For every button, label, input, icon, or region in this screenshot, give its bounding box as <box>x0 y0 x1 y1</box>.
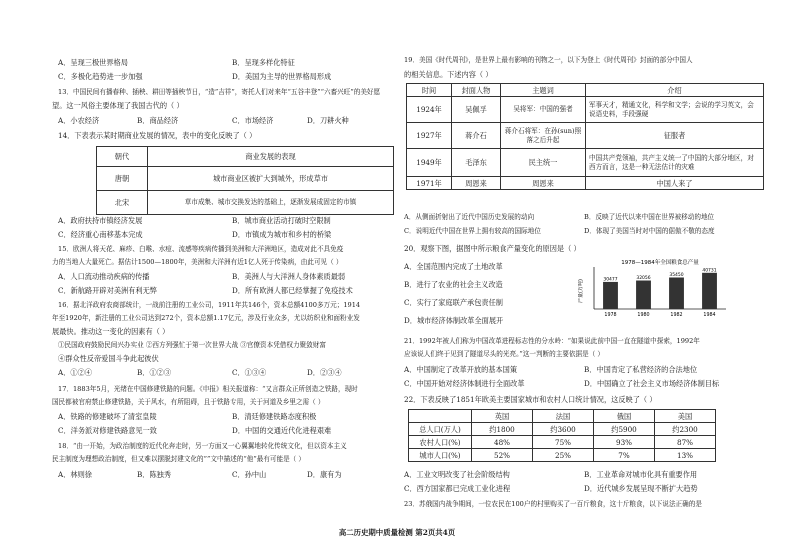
q14-table <box>96 146 394 215</box>
q22-cell: 总人口(万人) <box>409 423 472 436</box>
q22-cell: 93% <box>594 436 655 449</box>
chart-x-tick: 1984 <box>703 313 716 318</box>
q13-opt-c: C．市场经济 <box>232 116 274 125</box>
q22-opt-b: B．工业革命对城市化具有重要作用 <box>584 470 698 479</box>
q22-cell: 48% <box>472 436 533 449</box>
q16-opt-c: C．①③④ <box>232 368 267 377</box>
q19-cell: 军事天才，精通文化，科学和文学；会说的学习英文，会说语史料，手段强硬 <box>586 97 764 123</box>
q14-row-commerce: 城市商业区被扩大到城外，形成草市 <box>148 167 394 191</box>
q19-cell: 毛泽东 <box>452 149 501 177</box>
chart-data-label: 32056 <box>636 276 651 282</box>
q14-opt-a: A．政府扶持市镇经济发展 <box>58 216 143 225</box>
chart-x-tick: 1982 <box>670 313 683 318</box>
q21-opt-d: D．中国确立了社会主义市场经济体制目标 <box>584 379 720 388</box>
q18-opt-b: B．陈独秀 <box>137 470 172 479</box>
q18-line2: 民主制度为理想政治制度，但又难以摆脱封建文化的””文中描述的“他”最有可能是（ ） <box>52 455 305 463</box>
q21-line1: 21．1992年被人们称为中国改革进程标志性的分水岭：“如果说此前中国一直在隧道中探索，1992年 <box>404 337 700 345</box>
q19-cell: 中国共产党领袖，共产主义统一了中国的大部分地区，对西方而言，这是一种无法估计的灾难 <box>586 149 764 177</box>
q19-header: 主题词 <box>501 84 586 97</box>
q22-header: 法国 <box>533 410 594 423</box>
q22-cell: 约2300 <box>655 423 716 436</box>
q21-opt-c: C．中国开始对经济体制进行全面改革 <box>404 379 525 388</box>
q22-cell: 约3600 <box>533 423 594 436</box>
chart-data-label: 30477 <box>603 277 618 283</box>
q22-header: 美国 <box>655 410 716 423</box>
q20-opt-d: D．城市经济体制改革全面展开 <box>404 316 504 325</box>
q19-opt-b: B．反映了近代以来中国在世界被移动的地位 <box>584 213 715 221</box>
q17-line2: 国民都被官府禁止修建铁路，关于风水，有所阻碍，且于铁路专用，关于河道及乡里之需（ ） <box>52 398 325 406</box>
q19-cell: 民主统一 <box>501 149 586 177</box>
chart-bar <box>603 282 618 309</box>
q19-opt-c: C．说明近代中国在世界上拥有较高的国际地位 <box>404 227 541 235</box>
q22-stem: 22．下表反映了1851年欧美主要国家城市和农村人口统计情况，这反映了（ ） <box>404 395 657 404</box>
q22-cell: 52% <box>472 449 533 462</box>
q12-opt-a: A．呈现三极世界格局 <box>58 58 128 67</box>
q22-cell: 87% <box>655 436 716 449</box>
q16-opt-a: A．①②④ <box>58 368 92 377</box>
q16-line2: 年至1920年，新注册的工业公司达到272个，资本总额1.17亿元，涉及行业众多，尤以纺织业和面粉业发 <box>52 314 360 322</box>
chart-title: 1978—1984年全国粮食总产量 <box>621 260 699 266</box>
q15-line1: 15．欧洲人将天花、麻疹、白喉、水痘、流感等疾病传播到美洲和大洋洲地区，造成对此不具免疫 <box>58 245 344 253</box>
q13-opt-d: D．刀耕火种 <box>307 116 349 125</box>
q21-opt-a: A．中国制定了改革开放的基本国策 <box>404 365 518 374</box>
q22-opt-c: C．西方国家都已完成工业化进程 <box>404 484 511 493</box>
q19-line2: 的相关信息。下述内容（ ） <box>404 70 493 79</box>
chart-bar <box>702 273 717 309</box>
q22-cell: 约5900 <box>594 423 655 436</box>
q19-cell: 蒋介石将军：在孙(sun)照落之后升起 <box>501 123 586 149</box>
q19-cell: 中国人来了 <box>586 177 764 190</box>
q17-opt-c: C．洋务派对修建铁路意见一致 <box>58 426 157 435</box>
q19-cell: 1927年 <box>407 123 452 149</box>
q22-header <box>409 410 472 423</box>
q19-header: 介绍 <box>586 84 764 97</box>
q19-cell: 征服者 <box>586 123 764 149</box>
q21-opt-b: B．中国肯定了私营经济的合法地位 <box>584 365 698 374</box>
q19-cell: 蒋介石 <box>452 123 501 149</box>
q19-opt-d: D．体现了美国当时对中国的倨傲不敬的态度 <box>584 227 715 235</box>
chart-data-label: 40731 <box>702 268 717 274</box>
q22-cell: 农村人口(%) <box>409 436 472 449</box>
q19-header: 时间 <box>407 84 452 97</box>
q13-opt-b: B．商品经济 <box>137 116 179 125</box>
q22-cell: 25% <box>533 449 594 462</box>
chart-x-tick: 1978 <box>604 313 617 318</box>
q19-header: 封面人物 <box>452 84 501 97</box>
q22-cell: 13% <box>655 449 716 462</box>
q22-cell: 75% <box>533 436 594 449</box>
q19-cell: 1949年 <box>407 149 452 177</box>
q19-cell: 1924年 <box>407 97 452 123</box>
q19-cell: 吴将军：中国的强者 <box>501 97 586 123</box>
q13-opt-a: A．小农经济 <box>58 116 100 125</box>
q18-opt-a: A．林则徐 <box>58 470 92 479</box>
q19-opt-a: A．从侧面折射出了近代中国历史发展的动向 <box>404 213 535 221</box>
q14-header-dynasty: 朝代 <box>97 147 148 167</box>
q22-header: 英国 <box>472 410 533 423</box>
q15-opt-a: A．人口流动推动疾病的传播 <box>58 272 150 281</box>
q14-row-dynasty: 北宋 <box>97 191 148 215</box>
q16-opt-d: D．②③④ <box>307 368 342 377</box>
q16-line3: 展最快。推动这一变化的因素有（ ） <box>52 327 170 336</box>
q17-opt-b: B．清廷修建铁路态度积极 <box>232 412 317 421</box>
q16-items: ①民国政府鼓励民间兴办实业 ②西方列强忙于第一次世界大战 ③官僚资本凭借权力聚敛财富 <box>58 341 326 349</box>
q16-line1: 16．据北洋政府农商部统计，一战前注册的工业公司，1911年共146个，资本总额4100多万元；1914 <box>58 301 361 309</box>
q14-row-dynasty: 唐朝 <box>97 167 148 191</box>
q19-cell: 周恩来 <box>452 177 501 190</box>
chart-ylabel: 产量(万吨) <box>578 279 584 303</box>
q12-opt-c: C．多极化趋势进一步加强 <box>58 72 143 81</box>
q18-opt-c: C．孙中山 <box>232 470 267 479</box>
q19-cell: 吴佩孚 <box>452 97 501 123</box>
q14-opt-c: C．经济重心南移基本完成 <box>58 230 143 239</box>
q16-item4: ④群众性反帝爱国斗争此起彼伏 <box>58 354 159 363</box>
q19-line1: 19．美国《时代周刊》，是世界上最有影响的刊物之一，以下为登上《时代周刊》封面的部分中国人 <box>404 56 693 64</box>
q21-line2: 应该说人们终于见到了隧道尽头的光亮。”这一判断的主要依据是（ ） <box>404 350 604 358</box>
q20-opt-a: A．全国范围内完成了土地改革 <box>404 262 503 271</box>
page-footer: 高二历史期中质量检测 第2页共4页 <box>338 528 456 537</box>
q15-opt-b: B．美洲人与大洋洲人身体素质最弱 <box>232 272 346 281</box>
q14-stem: 14．下表表示某时期商业发展的情况，表中的变化反映了（ ） <box>58 131 257 140</box>
q20-stem: 20．观察下图，据图中所示粮食产量变化的原因是（ ） <box>404 244 581 253</box>
q20-opt-b: B．进行了农业的社会主义改造 <box>404 280 503 289</box>
q22-table <box>408 409 716 462</box>
q22-header: 俄国 <box>594 410 655 423</box>
q14-opt-b: B．城市商业活动打破时空限制 <box>232 216 331 225</box>
q12-opt-b: B．呈现多样化特征 <box>232 58 295 67</box>
q17-opt-d: D．中国的交通近代化进程艰难 <box>232 426 332 435</box>
chart-bar <box>669 277 684 309</box>
q18-line1: 18．“由一开始，为政治制度的近代化奔走时，另一方面又一心翼翼地转化传统文化，但以资本主义 <box>58 442 347 450</box>
q15-line2: 力的当地人大量死亡。据估计1500—1800年，美洲和大洋洲有近1亿人死于传染病，由此可见（ ） <box>52 258 343 266</box>
chart-x-tick: 1980 <box>637 313 650 318</box>
q13-line1: 13．中国民间有播春种、插秧、耕田等插秧节日，“造”吉祥”，寄托人们对来年“五谷丰登”“六畜兴旺”的美好愿 <box>58 88 381 96</box>
q23-line1: 23．苏俄国内战争期间，一位农民在100户的村里购买了一百斤粮食，这十斤粮食，以下说法正确的是 <box>404 500 702 508</box>
q16-opt-b: B．①②③ <box>137 368 172 377</box>
q19-table <box>406 83 764 190</box>
q22-opt-d: D．近代城乡发展呈现不断扩大趋势 <box>584 484 698 493</box>
q22-cell: 城市人口(%) <box>409 449 472 462</box>
q22-opt-a: A．工业文明改变了社会阶级结构 <box>404 470 510 479</box>
q14-opt-d: D．市镇成为城市和乡村的桥梁 <box>232 230 332 239</box>
q17-opt-a: A．铁路的修建破坏了清室皇陵 <box>58 412 157 421</box>
q19-cell: 周恩来 <box>501 177 586 190</box>
q19-cell: 1971年 <box>407 177 452 190</box>
q20-opt-c: C．实行了家庭联产承包责任制 <box>404 298 503 307</box>
chart-bar <box>636 281 651 309</box>
q14-row-commerce: 草市成集、城市交换发达的基础上，逐渐发展成固定的市镇 <box>148 191 394 215</box>
grain-output-chart <box>578 257 730 319</box>
q12-opt-d: D．美国为主导的世界格局形成 <box>232 72 332 81</box>
q18-opt-d: D．康有为 <box>307 470 342 479</box>
q13-line2: 望。这一风俗主要体现了我国古代的（ ） <box>52 101 184 110</box>
q17-line1: 17．1883年5月，光绪在中国修建铁路的问题。《申报》相关报道称：“又言群众正所创造之铁路，现时 <box>58 385 358 393</box>
chart-data-label: 35450 <box>669 272 684 278</box>
q22-cell: 7% <box>594 449 655 462</box>
q22-cell: 约1800 <box>472 423 533 436</box>
q14-header-commerce: 商业发展的表现 <box>148 147 394 167</box>
q15-opt-c: C．新航路开辟对美洲有利无弊 <box>58 286 157 295</box>
q15-opt-d: D．所有欧洲人都已经掌握了免疫技术 <box>232 286 353 295</box>
